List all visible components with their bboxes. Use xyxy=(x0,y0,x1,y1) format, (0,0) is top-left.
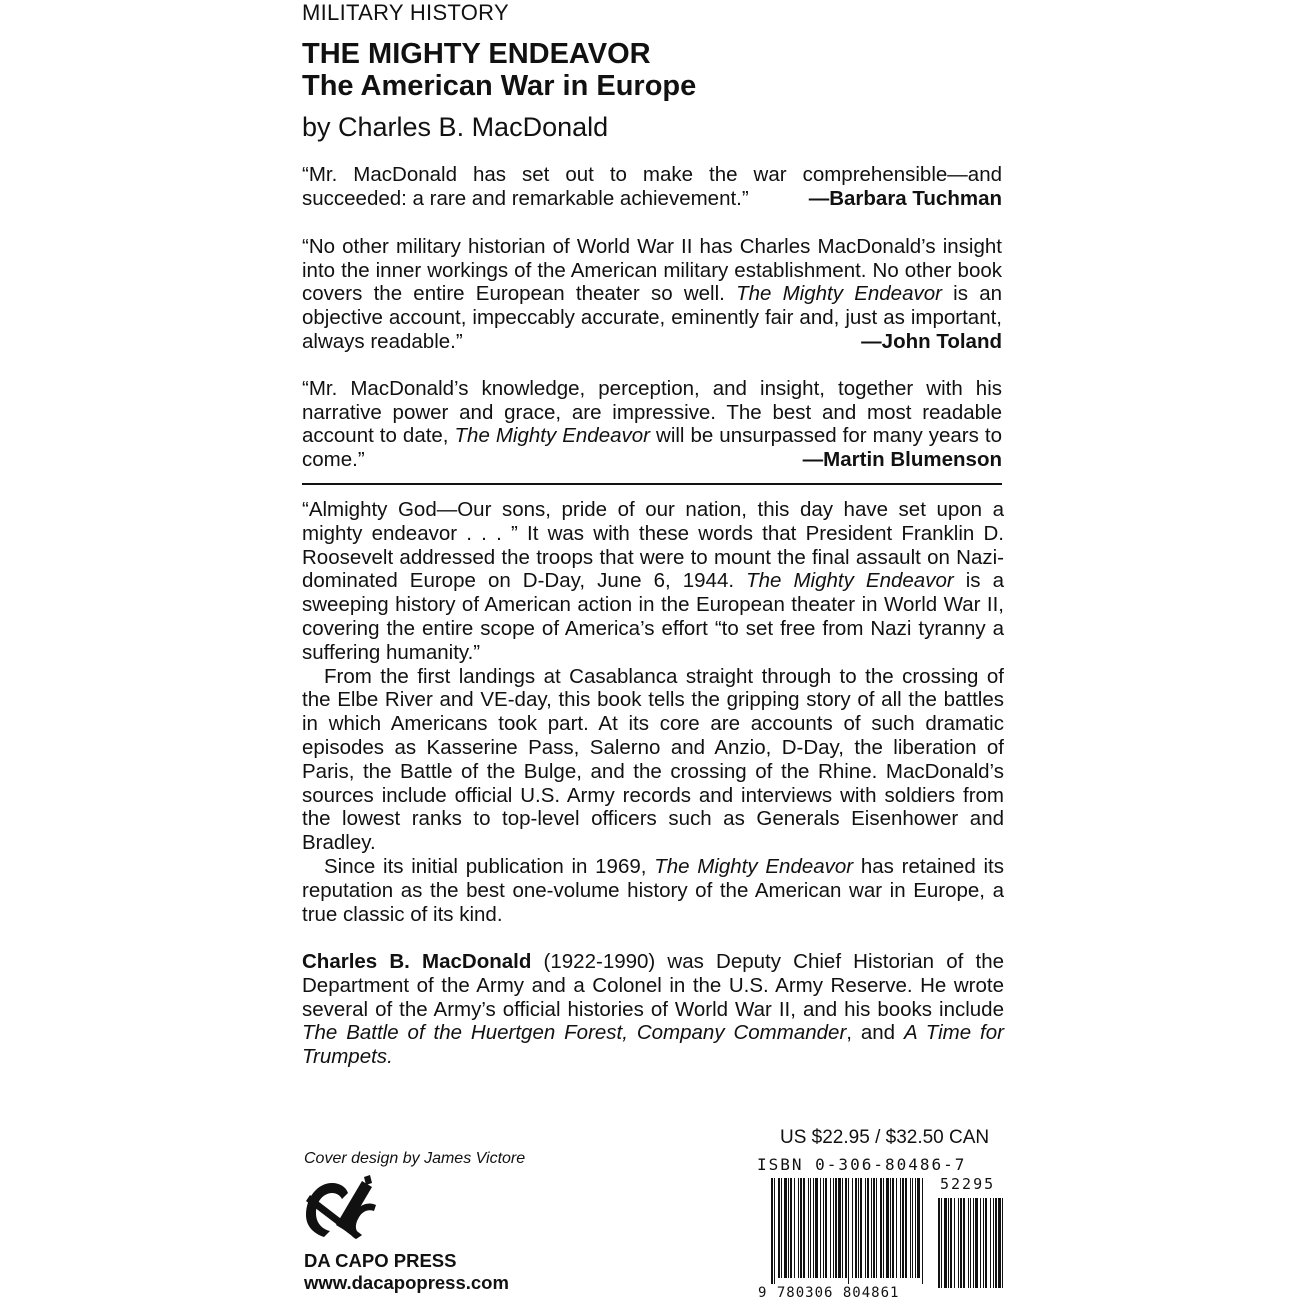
barcode-bar xyxy=(790,1178,792,1278)
barcode-supplement-bar xyxy=(975,1198,978,1288)
barcode-bar xyxy=(905,1178,907,1278)
quote-text: is an objective account, impeccably accurate, eminently fair and, just as important, always readable.” xyxy=(302,282,1002,353)
barcode-supplement-bar xyxy=(944,1198,947,1288)
barcode-bar xyxy=(892,1178,894,1278)
barcode-bar xyxy=(912,1178,913,1278)
barcode-supplement-bar xyxy=(970,1198,971,1288)
barcode-bar xyxy=(902,1178,904,1278)
publisher-block xyxy=(304,1250,509,1294)
barcode-bar xyxy=(794,1178,795,1278)
barcode-bar xyxy=(873,1178,875,1278)
barcode-supplement-bar xyxy=(995,1198,997,1288)
description-paragraph xyxy=(302,498,1004,665)
cover-design-credit: Cover design by James Victore xyxy=(304,1150,526,1167)
barcode-bar xyxy=(835,1178,837,1278)
barcode-bar xyxy=(915,1178,916,1278)
barcode-bar xyxy=(813,1178,814,1278)
quote-text: “Mr. MacDonald has set out to make the war comprehensible—and succeeded: a rare and remarkable achievement.” xyxy=(302,163,1002,210)
barcode-bar xyxy=(922,1178,923,1284)
book-title xyxy=(302,38,696,102)
barcode-bar xyxy=(833,1178,834,1278)
description-book-title: The Mighty Endeavor xyxy=(654,854,854,878)
supplement-digits: 52295 xyxy=(940,1175,996,1193)
barcode-digits: 9 780306 804861 xyxy=(758,1285,900,1301)
review-quote-blumenson xyxy=(302,377,1002,472)
barcode-bar xyxy=(788,1178,789,1278)
barcode-supplement-bar xyxy=(1002,1198,1003,1288)
barcode-bar xyxy=(883,1178,884,1278)
byline: by Charles B. MacDonald xyxy=(302,112,609,142)
bio-separator: , and xyxy=(846,1021,904,1045)
barcode-supplement-bar xyxy=(973,1198,974,1288)
barcode-bar xyxy=(825,1178,827,1278)
title-line-2: The American War in Europe xyxy=(302,70,697,102)
barcode-bar xyxy=(848,1178,849,1284)
barcode-bar xyxy=(900,1178,901,1278)
description-text: is a sweeping history of American action in the European theater in World War II, covering the entire scope of America’s effort “to set free from Nazi tyranny a suffering humanity.” xyxy=(302,569,1004,664)
barcode-bar xyxy=(781,1178,782,1278)
barcode-bar xyxy=(808,1178,809,1278)
barcode-bar xyxy=(845,1178,847,1278)
barcode-supplement-bar xyxy=(983,1198,984,1288)
barcode-bar xyxy=(852,1178,853,1278)
bio-book-title: A Time for Trumpets xyxy=(302,1021,1004,1069)
barcode-bar xyxy=(778,1178,780,1278)
review-quote-toland xyxy=(302,235,1002,354)
section-divider xyxy=(302,483,1002,485)
quote-attribution: —John Toland xyxy=(861,329,1002,353)
barcode-bar xyxy=(855,1178,857,1278)
price: US $22.95 / $32.50 CAN xyxy=(780,1127,990,1148)
da-capo-press-logo-icon xyxy=(302,1175,380,1241)
barcode-bar xyxy=(917,1178,920,1278)
barcode-bar xyxy=(842,1178,843,1278)
quote-book-title: The Mighty Endeavor xyxy=(454,424,650,448)
barcode-bar xyxy=(830,1178,831,1278)
barcode-supplement-bar xyxy=(990,1198,991,1288)
barcode-bar xyxy=(886,1178,889,1278)
bio-paragraph xyxy=(302,950,1004,1069)
description-text: has retained its reputation as the best one-volume history of the American war in Europe, a true classic of its kind. xyxy=(302,854,1004,926)
bio-text: (1922-1990) was Deputy Chief Historian of the Department of the Army and a Colonel in the U.S. Army Reserve. He wrote several of the Army’s official histories of World War II, and his books include xyxy=(302,950,1004,1021)
barcode-bar xyxy=(838,1178,841,1278)
barcode-supplement-bar xyxy=(960,1198,962,1288)
barcode-bar xyxy=(820,1178,821,1278)
quote-text: will be unsurpassed for many years to come.” xyxy=(302,424,1002,472)
barcode-bar xyxy=(867,1178,869,1278)
barcode-bar xyxy=(823,1178,824,1278)
quote-text: “No other military historian of World War II has Charles MacDonald’s insight into the inner workings of the American military establishment. No other book covers the entire European theater so well. xyxy=(302,235,1002,306)
barcode-supplement-bar xyxy=(941,1198,942,1288)
barcode-supplement-bar xyxy=(998,1198,1001,1288)
description-paragraph: From the first landings at Casablanca straight through to the crossing of the Elbe River and VE-day, this book tells the gripping story of all the battles in which Americans took part. At its core are accounts of such dramatic episodes as Kasserine Pass, Salerno and Anzio, D-Day, the liberation of Paris, the Battle of the Bulge, and the crossing of the Rhine. MacDonald’s sources include official U.S. Army records and interviews with soldiers from the lowest ranks to top-level officers such as Generals Eisenhower and Bradley. xyxy=(302,664,1004,855)
author-name: Charles B. MacDonald xyxy=(302,950,532,973)
barcode-supplement-bar xyxy=(993,1198,994,1288)
barcode-supplement-bar xyxy=(963,1198,965,1288)
barcode-bar xyxy=(815,1178,818,1278)
barcode-bar xyxy=(860,1178,862,1278)
barcode-bar xyxy=(876,1178,877,1278)
barcode-bar xyxy=(784,1178,787,1278)
quote-text: “Mr. MacDonald’s knowledge, perception, and insight, together with his narrative power and grace, are impressive. The best and most readable account to date, xyxy=(302,377,1002,448)
isbn: ISBN 0-306-80486-7 xyxy=(757,1155,967,1174)
barcode-icon xyxy=(757,1178,1009,1288)
barcode-bar xyxy=(896,1178,897,1278)
barcode-bar xyxy=(800,1178,802,1278)
barcode-bar xyxy=(871,1178,872,1278)
barcode-supplement-bar xyxy=(958,1198,959,1288)
barcode-supplement-bar xyxy=(950,1198,952,1288)
quote-attribution: —Martin Blumenson xyxy=(802,448,1002,472)
quote-book-title: The Mighty Endeavor xyxy=(736,282,942,306)
description-paragraph xyxy=(302,855,1004,926)
barcode-bar xyxy=(771,1178,773,1284)
bio-book-title: The Battle of the Huertgen Forest xyxy=(302,1021,623,1045)
title-line-1: THE MIGHTY ENDEAVOR xyxy=(302,38,651,70)
barcode-bar xyxy=(858,1178,859,1278)
author-bio xyxy=(302,950,1004,1069)
publisher-url: www.dacapopress.com xyxy=(304,1272,509,1293)
review-quote-tuchman xyxy=(302,163,1002,210)
description-book-title: The Mighty Endeavor xyxy=(746,569,954,593)
barcode-supplement-bar xyxy=(938,1198,940,1288)
bio-end: . xyxy=(387,1045,393,1069)
description-text: Since its initial publication in 1969, xyxy=(324,854,655,878)
barcode-bar xyxy=(910,1178,911,1278)
barcode-supplement-bar xyxy=(948,1198,949,1288)
quote-attribution: —Barbara Tuchman xyxy=(808,186,1002,210)
barcode-bar xyxy=(865,1178,866,1278)
barcode-supplement-bar xyxy=(980,1198,981,1288)
description-text: “Almighty God—Our sons, pride of our nation, this day have set upon a mighty endeavor . . . ” It was with these words that President Franklin D. Roosevelt addressed the troops that were to mount the final assault on Nazi-dominated Europe on D-Day, June 6, 1944. xyxy=(302,498,1004,593)
barcode-bar xyxy=(774,1178,775,1284)
book-description xyxy=(302,498,1004,926)
barcode-bar xyxy=(880,1178,882,1278)
bio-book-title: Company Commander xyxy=(636,1021,847,1045)
barcode-bar xyxy=(803,1178,805,1278)
barcode-supplement-bar xyxy=(954,1198,955,1288)
category-label: MILITARY HISTORY xyxy=(302,0,509,25)
publisher-name: DA CAPO PRESS xyxy=(304,1250,457,1271)
barcode-bar xyxy=(798,1178,799,1278)
barcode-bar xyxy=(890,1178,891,1278)
barcode-supplement-bar xyxy=(985,1198,987,1288)
barcode-bar xyxy=(810,1178,811,1278)
bio-separator: , xyxy=(622,1021,637,1045)
barcode-supplement-bar xyxy=(968,1198,969,1288)
